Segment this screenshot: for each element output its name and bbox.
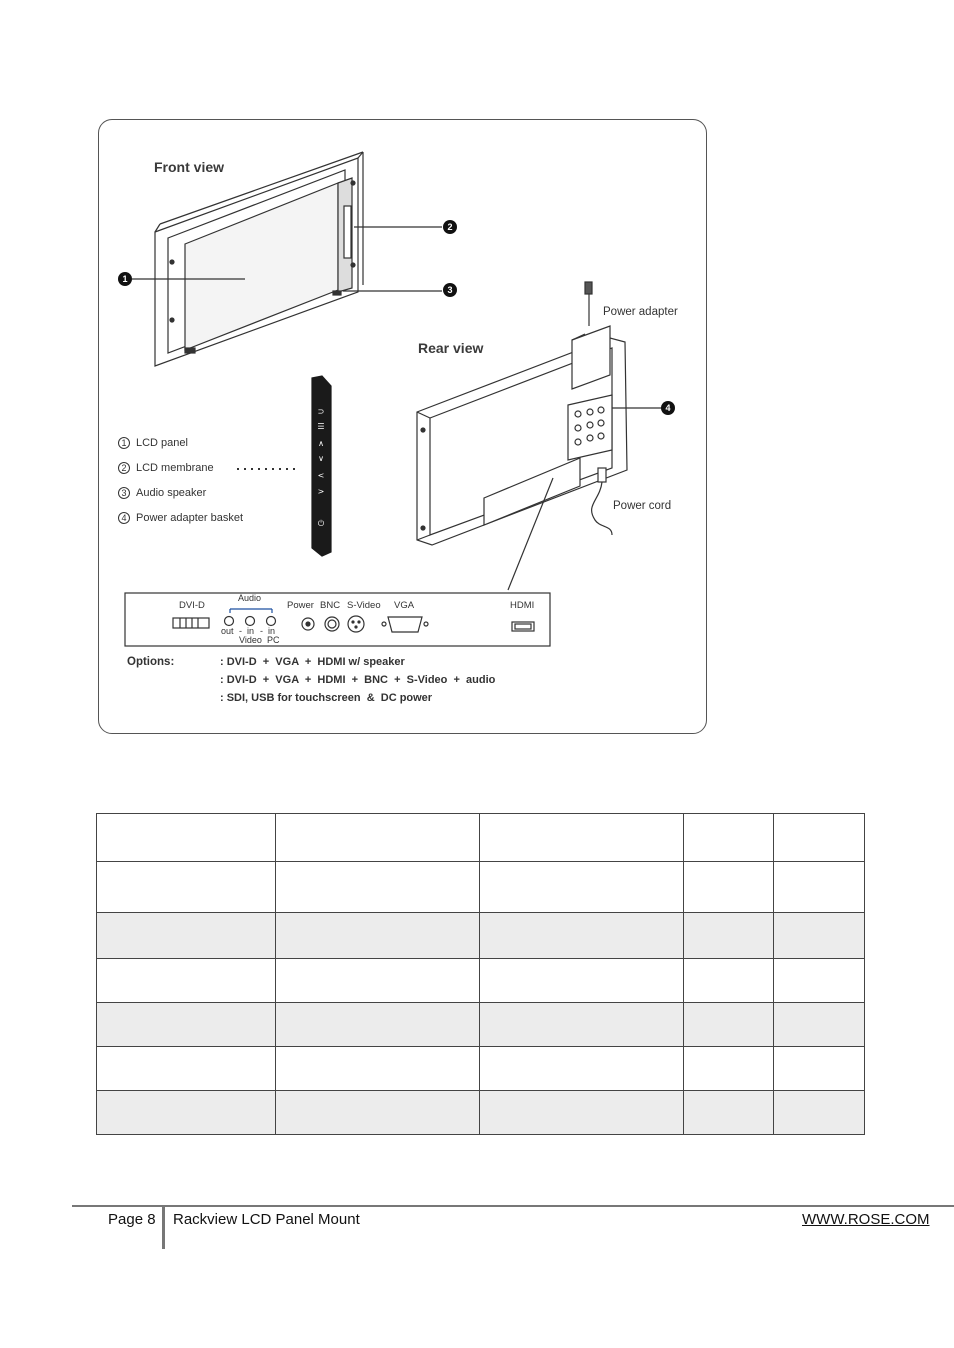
legend-item-lcd-membrane: [118, 462, 214, 474]
power-cord-wire: [592, 482, 612, 535]
port-label-hdmi: HDMI: [510, 600, 535, 611]
callout-4: 4: [661, 401, 675, 415]
spec-table: [96, 813, 865, 1135]
dvi-d-port: [173, 618, 209, 628]
power-adapter-box: [572, 326, 610, 389]
power-adapter-label: Power adapter: [603, 306, 678, 318]
callout-1: 1: [118, 272, 132, 286]
svg-text:∨: ∨: [318, 454, 324, 463]
footer-page-number: Page 8: [108, 1211, 156, 1228]
vga-port: [388, 617, 422, 632]
svg-text:⊃: ⊃: [317, 407, 325, 416]
option-line-1: : DVI-D + VGA + HDMI w/ speaker: [220, 656, 405, 668]
callout-3: 3: [443, 283, 457, 297]
legend-label: Audio speaker: [136, 487, 207, 499]
port-label-dvi-d: DVI-D: [179, 600, 205, 611]
table-row: [97, 959, 865, 1003]
lcd-membrane-strip: [312, 376, 331, 556]
audio-in-pc-port: [267, 617, 276, 626]
option-line-3: : SDI, USB for touchscreen & DC power: [220, 692, 433, 704]
front-view-title: Front view: [154, 159, 225, 175]
legend-item-audio-speaker: [118, 487, 206, 499]
power-adapter-plug: [585, 282, 592, 294]
port-label-s-video: S-Video: [347, 600, 381, 611]
s-video-port: [348, 616, 364, 632]
svg-text:>: >: [317, 487, 325, 496]
legend-number: 2: [118, 462, 130, 474]
footer-divider: [72, 1205, 954, 1207]
rear-io-opening: [484, 458, 580, 525]
port-label-audio-in-pc: in: [268, 626, 276, 636]
port-label-audio: Audio: [238, 593, 262, 603]
port-label-pc: PC: [267, 635, 280, 645]
legend-label: LCD membrane: [136, 462, 214, 474]
table-row: [97, 913, 865, 959]
table-row: [97, 814, 865, 862]
table-row: [97, 1047, 865, 1091]
table-row: [97, 1003, 865, 1047]
table-row: [97, 862, 865, 913]
legend-item-lcd-panel: [118, 437, 188, 449]
svg-text:<: <: [317, 471, 325, 480]
port-label-bnc: BNC: [320, 600, 341, 611]
option-line-2: : DVI-D + VGA + HDMI + BNC + S-Video + audio: [220, 674, 496, 686]
port-label-video: Video: [239, 635, 262, 645]
port-label-dash: -: [260, 626, 263, 636]
table-row: [97, 1091, 865, 1135]
footer-title: Rackview LCD Panel Mount: [173, 1211, 360, 1228]
port-label-audio-in-video: in: [247, 626, 255, 636]
port-label-vga: VGA: [394, 600, 415, 611]
rear-view-title: Rear view: [418, 340, 484, 356]
legend-label: LCD panel: [136, 437, 188, 449]
options-title: Options:: [127, 656, 175, 668]
front-membrane-buttons: [344, 206, 351, 258]
audio-in-video-port: [246, 617, 255, 626]
legend-number: 4: [118, 512, 130, 524]
port-label-power: Power: [287, 600, 314, 611]
footer-vertical-bar: [162, 1207, 165, 1249]
svg-text:∧: ∧: [318, 439, 324, 448]
legend-number: 1: [118, 437, 130, 449]
port-label-audio-out: out: [221, 626, 234, 636]
audio-out-port: [225, 617, 234, 626]
bnc-port: [325, 617, 339, 631]
footer-website-link[interactable]: WWW.ROSE.COM: [802, 1211, 930, 1228]
port-label-dash: -: [239, 626, 242, 636]
svg-text:⏻: ⏻: [317, 519, 325, 528]
svg-text:☰: ☰: [317, 422, 325, 431]
legend-item-power-adapter-basket: [118, 512, 243, 524]
power-cord-label: Power cord: [613, 500, 672, 512]
legend-label: Power adapter basket: [136, 512, 244, 524]
legend-number: 3: [118, 487, 130, 499]
lcd-panel-screen: [185, 183, 338, 350]
callout-2: 2: [443, 220, 457, 234]
